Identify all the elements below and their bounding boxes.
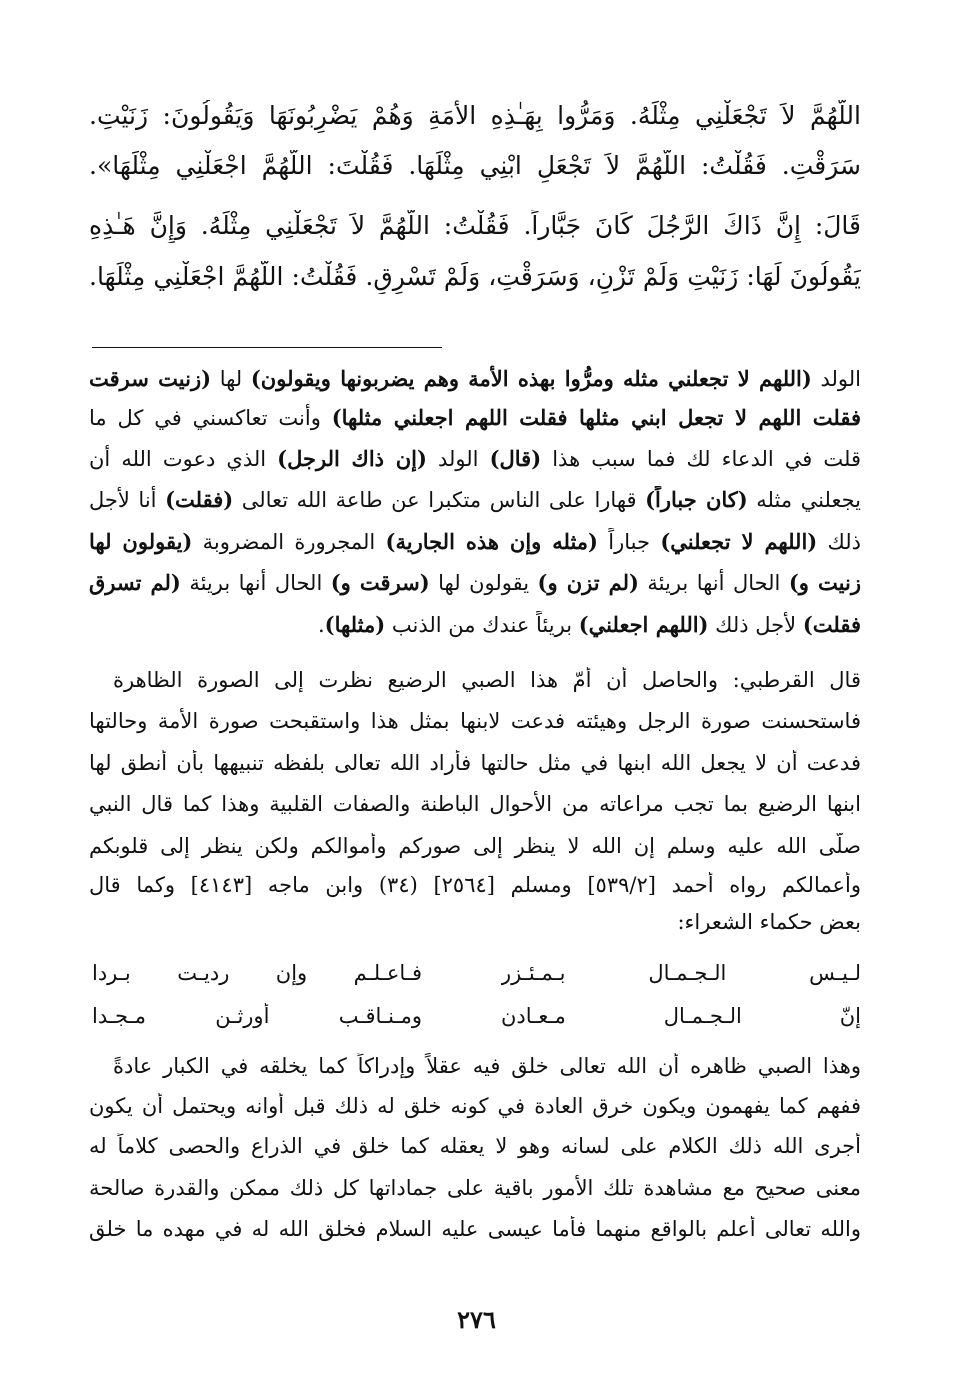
quoted-run: (اللهم لا تجعلني مثله ومرُّوا بهذه الأمة وهم يضربونها ويقولون) xyxy=(250,366,812,391)
text-run: الحال أنها بريئة xyxy=(638,571,789,595)
poem-verse-1-left: فـاعـلـم وإن رديـت بـردا xyxy=(92,961,422,985)
quoted-run: (لم تسرق xyxy=(89,570,181,595)
hadith-line-1: اللَّهُمَّ لاَ تَجْعَلْنِي مِثْلَهُ. وَمَرُّوا بِهَـٰذِهِ الأَمَةِ وَهُمْ يَضْرِبُونَهَا وَيَقُولُونَ: زَنَيْتِ. xyxy=(89,101,861,130)
quoted-run: (زنيت سرقت xyxy=(89,366,212,391)
text-run: جباراً xyxy=(597,530,661,554)
text-run: ذلك xyxy=(817,530,861,554)
commentary-line-5 xyxy=(89,528,861,556)
quoted-run: (اللهم اجعلني) xyxy=(578,612,709,637)
paragraph2-line-2: فاستحسنت صورة الرجل وهيئته فدعت لابنها بمثل هذا واستقبحت صورة الأمة وحالتها xyxy=(89,709,861,733)
text-run: الحال أنها بريئة xyxy=(180,571,331,595)
text-run: الولد xyxy=(426,447,490,471)
commentary-line-4 xyxy=(89,486,861,514)
poem-verse-1-right: لـيـس الـجـمـال بـمـئـزر xyxy=(501,961,861,985)
quoted-run: (كان جباراً) xyxy=(645,487,748,512)
quoted-run: فقلت اللهم لا تجعل ابني مثلها فقلت اللهم اجعلني مثلها) xyxy=(331,405,861,430)
paragraph2-line-1: قال القرطبي: والحاصل أن أمّ هذا الصبي الرضيع نظرت إلى الصورة الظاهرة xyxy=(113,668,861,692)
paragraph3-line-4: معنى صحيح مع مشاهدة تلك الأمور باقية على جماداتها كل ذلك ممكن والقدرة صالحة xyxy=(89,1176,861,1200)
paragraph2-line-6: وأعمالكم رواه أحمد [٥٣٩/٢] ومسلم [٢٥٦٤] (٣٤) وابن ماجه [٤١٤٣] وكما قال xyxy=(89,873,861,897)
text-run: قهارا على الناس متكبرا عن طاعة الله تعالى xyxy=(233,488,646,512)
text-run: قلت في الدعاء لك فما سبب هذا xyxy=(541,447,861,471)
text-run: الولد xyxy=(811,367,861,391)
hadith-line-2: سَرَقْتِ. فَقُلْتُ: اللَّهُمَّ لاَ تَجْعَلِ ابْنِي مِثْلَهَا. فَقُلْتَ: اللَّهُمَّ اجْعَلْنِي مِثْلَهَا». xyxy=(89,151,861,180)
text-run: أنا لأجل xyxy=(89,488,166,512)
text-run: وأنت تعاكسني في كل ما xyxy=(89,406,332,430)
commentary-line-1 xyxy=(89,365,861,393)
poem-verse-2-left: ومـنـاقـب أورثـن مـجـدا xyxy=(92,1004,422,1028)
commentary-line-2 xyxy=(89,404,861,432)
text-run: المجرورة المضروبة xyxy=(192,530,386,554)
hadith-line-4: يَقُولُونَ لَهَا: زَنَيْتِ وَلَمْ تَزْنِ، وَسَرَقْتِ، وَلَمْ تَسْرِقِ. فَقُلْتُ: اللَّهُمَّ اجْعَلْنِي مِثْلَهَا. xyxy=(89,262,861,291)
quoted-run: (إن ذاك الرجل) xyxy=(277,446,427,471)
paragraph2-line-3: فدعت أن لا يجعل الله ابنها في مثل حالتها فأراد الله تعالى بلفظه تنبيهها بأن أنطق لها xyxy=(89,751,861,775)
paragraph2-line-4: ابنها الرضيع بما تجب مراعاته من الأحوال الباطنة والصفات القلبية وهذا كما قال النبي xyxy=(89,792,861,816)
paragraph3-line-3: أجرى الله ذلك الكلام على لسانه وهو لا يعقله كما خلق في الذراع والحصى كلاماً له xyxy=(89,1134,861,1158)
paragraph2-line-7: بعض حكماء الشعراء: xyxy=(677,910,861,934)
quoted-run: (سرقت و) xyxy=(330,570,430,595)
separator-rule xyxy=(92,347,442,348)
quoted-run: (لم تزن و) xyxy=(537,570,639,595)
poem-verse-2-right: إنّ الـجـمـال مـعـادن xyxy=(501,1004,861,1028)
quoted-run: (اللهم لا تجعلني) xyxy=(660,529,818,554)
quoted-run: (فقلت) xyxy=(165,487,234,512)
text-run: بريئاً عندك من الذنب xyxy=(385,613,579,637)
hadith-line-3: قَالَ: إِنَّ ذَاكَ الرَّجُلَ كَانَ جَبَّاراً. فَقُلْتُ: اللَّهُمَّ لاَ تَجْعَلْنِي مِثْلَهُ. وَإِنَّ هَـٰذِهِ xyxy=(89,211,861,240)
text-run: لها xyxy=(211,367,251,391)
commentary-line-3 xyxy=(89,445,861,473)
paragraph3-line-1: وهذا الصبي ظاهره أن الله تعالى خلق فيه عقلاً وإدراكاً كما يخلقه في الكبار عادةً xyxy=(113,1054,861,1078)
quoted-run: (قال) xyxy=(489,446,542,471)
quoted-run: (مثله وإن هذه الجارية) xyxy=(385,529,598,554)
page-number: ٢٧٦ xyxy=(457,1305,496,1334)
paragraph2-line-5: صلّى الله عليه وسلم إن الله لا ينظر إلى صوركم وأموالكم ولكن ينظر إلى قلوبكم xyxy=(89,834,861,858)
quoted-run: (مثلها) xyxy=(324,612,386,637)
quoted-run: (يقولون لها xyxy=(89,529,193,554)
paragraph3-line-2: ففهم كما يفهمون ويكون خرق العادة في كونه خلق له ذلك قبل أوانه ويحتمل أن يكون xyxy=(89,1094,861,1118)
text-run: يقولون لها xyxy=(429,571,538,595)
commentary-line-6 xyxy=(89,569,861,597)
text-run: يجعلني مثله xyxy=(747,488,861,512)
commentary-line-7 xyxy=(89,611,861,639)
quoted-run: فقلت) xyxy=(802,612,861,637)
quoted-run: زنيت و) xyxy=(788,570,861,595)
paragraph3-line-5: والله تعالى أعلم بالواقع منهما فأما عيسى عليه السلام فخلق الله له في مهده ما خلق xyxy=(89,1217,861,1241)
text-run: لأجل ذلك xyxy=(708,613,803,637)
text-run: الذي دعوت الله أن xyxy=(89,447,278,471)
text-run: . xyxy=(317,613,325,637)
